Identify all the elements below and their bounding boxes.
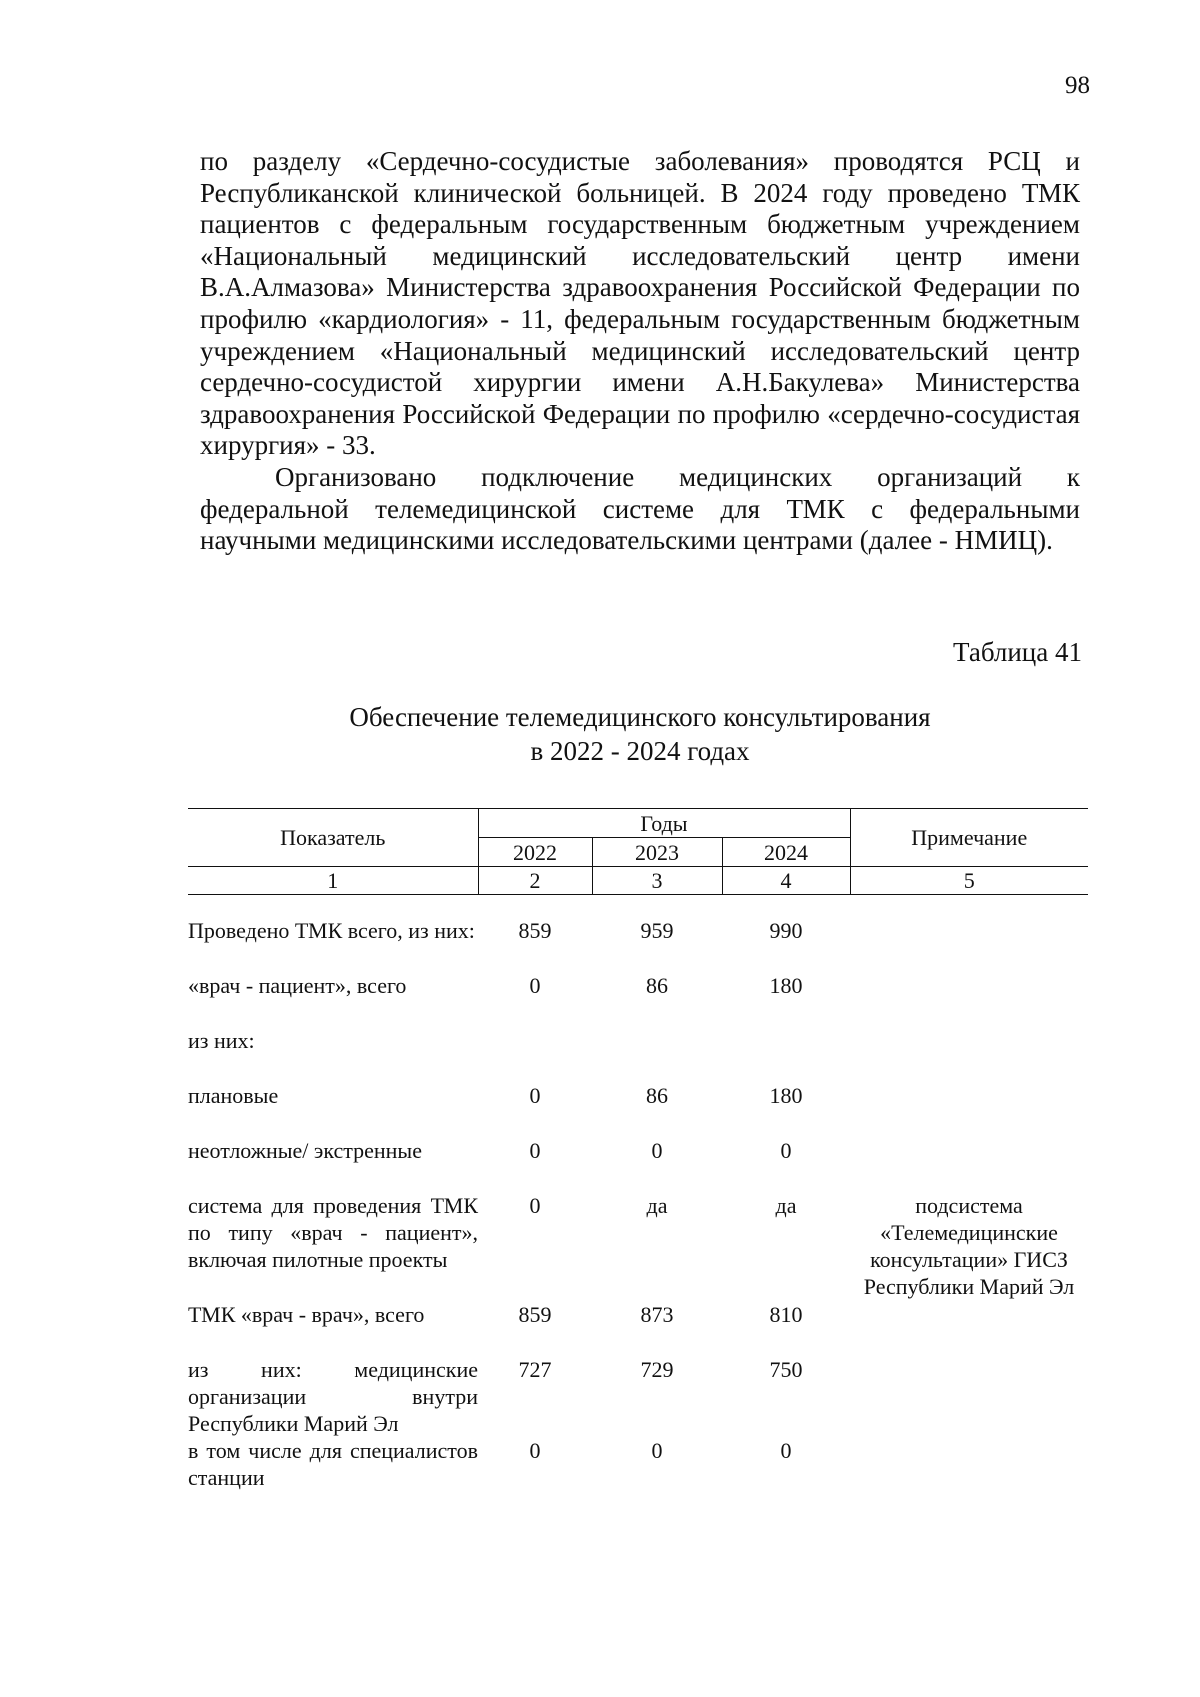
- value-2024: 0: [780, 1138, 792, 1163]
- table-row: [188, 1137, 1088, 1192]
- table-row: [188, 1356, 1088, 1437]
- value-2023: 959: [640, 918, 674, 943]
- value-2022: 727: [518, 1357, 552, 1382]
- value-2024: 990: [769, 918, 803, 943]
- paragraph: Организовано подключение медицинских организаций к федеральной телемедицинской системе для ТМК с федеральными научными медицинскими исследовательскими центрами (далее - НМИЦ).: [200, 461, 1080, 556]
- row-indicator: из них: медицинские организации внутри Республики Марий Эл: [188, 1357, 478, 1436]
- table-title-line: Обеспечение телемедицинского консультирования: [349, 702, 931, 732]
- table-row: [188, 1192, 1088, 1301]
- row-indicator: система для проведения ТМК по типу «врач - пациент», включая пилотные проекты: [188, 1193, 478, 1272]
- value-2024: 180: [769, 1083, 803, 1108]
- value-2023: 0: [651, 1138, 663, 1163]
- column-number: 1: [188, 867, 478, 895]
- row-indicator: «врач - пациент», всего: [188, 973, 407, 998]
- row-indicator: ТМК «врач - врач», всего: [188, 1302, 425, 1327]
- value-2023: 86: [646, 1083, 668, 1108]
- value-2023: 0: [651, 1438, 663, 1463]
- table-row: [188, 1437, 1088, 1491]
- column-number: 5: [850, 867, 1088, 895]
- row-note: [850, 972, 1088, 1027]
- table-row: [188, 972, 1088, 1027]
- value-2023: 873: [640, 1302, 674, 1327]
- value-2022: 0: [529, 1438, 541, 1463]
- value-2024: 180: [769, 973, 803, 998]
- table-title: [200, 700, 1080, 768]
- column-number: 4: [722, 867, 850, 895]
- row-indicator: плановые: [188, 1083, 279, 1108]
- row-note: подсистема «Телемедицинские консультации» ГИСЗ Республики Марий Эл: [863, 1193, 1075, 1299]
- value-2022: 859: [518, 1302, 552, 1327]
- value-2022: 0: [529, 1193, 541, 1218]
- row-note: [850, 917, 1088, 972]
- row-note: [850, 1082, 1088, 1137]
- value-2022: 0: [529, 973, 541, 998]
- header-note: Примечание: [850, 809, 1088, 867]
- row-indicator: в том числе для специалистов станции: [188, 1438, 478, 1490]
- header-year-2023: 2023: [592, 838, 722, 867]
- table-title-line: в 2022 - 2024 годах: [530, 736, 750, 766]
- telemedicine-table: [188, 808, 1088, 1491]
- header-years: Годы: [478, 809, 850, 838]
- row-note: [850, 1137, 1088, 1192]
- value-2022: 0: [529, 1138, 541, 1163]
- value-2024: [722, 1027, 850, 1082]
- table-label: Таблица 41: [953, 637, 1082, 667]
- header-indicator: Показатель: [188, 809, 478, 867]
- row-note: [850, 1437, 1088, 1491]
- value-2024: 750: [769, 1357, 803, 1382]
- value-2023: [592, 1027, 722, 1082]
- value-2023: 86: [646, 973, 668, 998]
- column-number: 3: [592, 867, 722, 895]
- column-number: 2: [478, 867, 592, 895]
- value-2024: 810: [769, 1302, 803, 1327]
- value-2022: [478, 1027, 592, 1082]
- row-note: [850, 1356, 1088, 1437]
- value-2024: 0: [780, 1438, 792, 1463]
- value-2024: да: [775, 1193, 797, 1218]
- row-indicator: Проведено ТМК всего, из них:: [188, 918, 475, 943]
- table-row: [188, 1082, 1088, 1137]
- row-note: [850, 1027, 1088, 1082]
- paragraph: по разделу «Сердечно-сосудистые заболевания» проводятся РСЦ и Республиканской клинической больницей. В 2024 году проведено ТМК пациентов с федеральным государственным бюджетным учреждением «Национальный медицинский исследовательский центр имени В.А.Алмазова» Министерства здравоохранения Российской Федерации по профилю «кардиология» - 11, федеральным государственным бюджетным учреждением «Национальный медицинский исследовательский центр сердечно-сосудистой хирургии имени А.Н.Бакулева» Министерства здравоохранения Российской Федерации по профилю «сердечно-сосудистая хирургия» - 33.: [200, 146, 1080, 461]
- table-row: [188, 917, 1088, 972]
- page-number: 98: [1065, 72, 1090, 99]
- row-indicator: из них:: [188, 1028, 255, 1053]
- header-year-2022: 2022: [478, 838, 592, 867]
- table-row: [188, 1027, 1088, 1082]
- value-2023: да: [646, 1193, 668, 1218]
- value-2022: 0: [529, 1083, 541, 1108]
- value-2023: 729: [640, 1357, 674, 1382]
- row-indicator: неотложные/ экстренные: [188, 1138, 422, 1163]
- body-text: [200, 146, 1080, 557]
- header-year-2024: 2024: [722, 838, 850, 867]
- value-2022: 859: [518, 918, 552, 943]
